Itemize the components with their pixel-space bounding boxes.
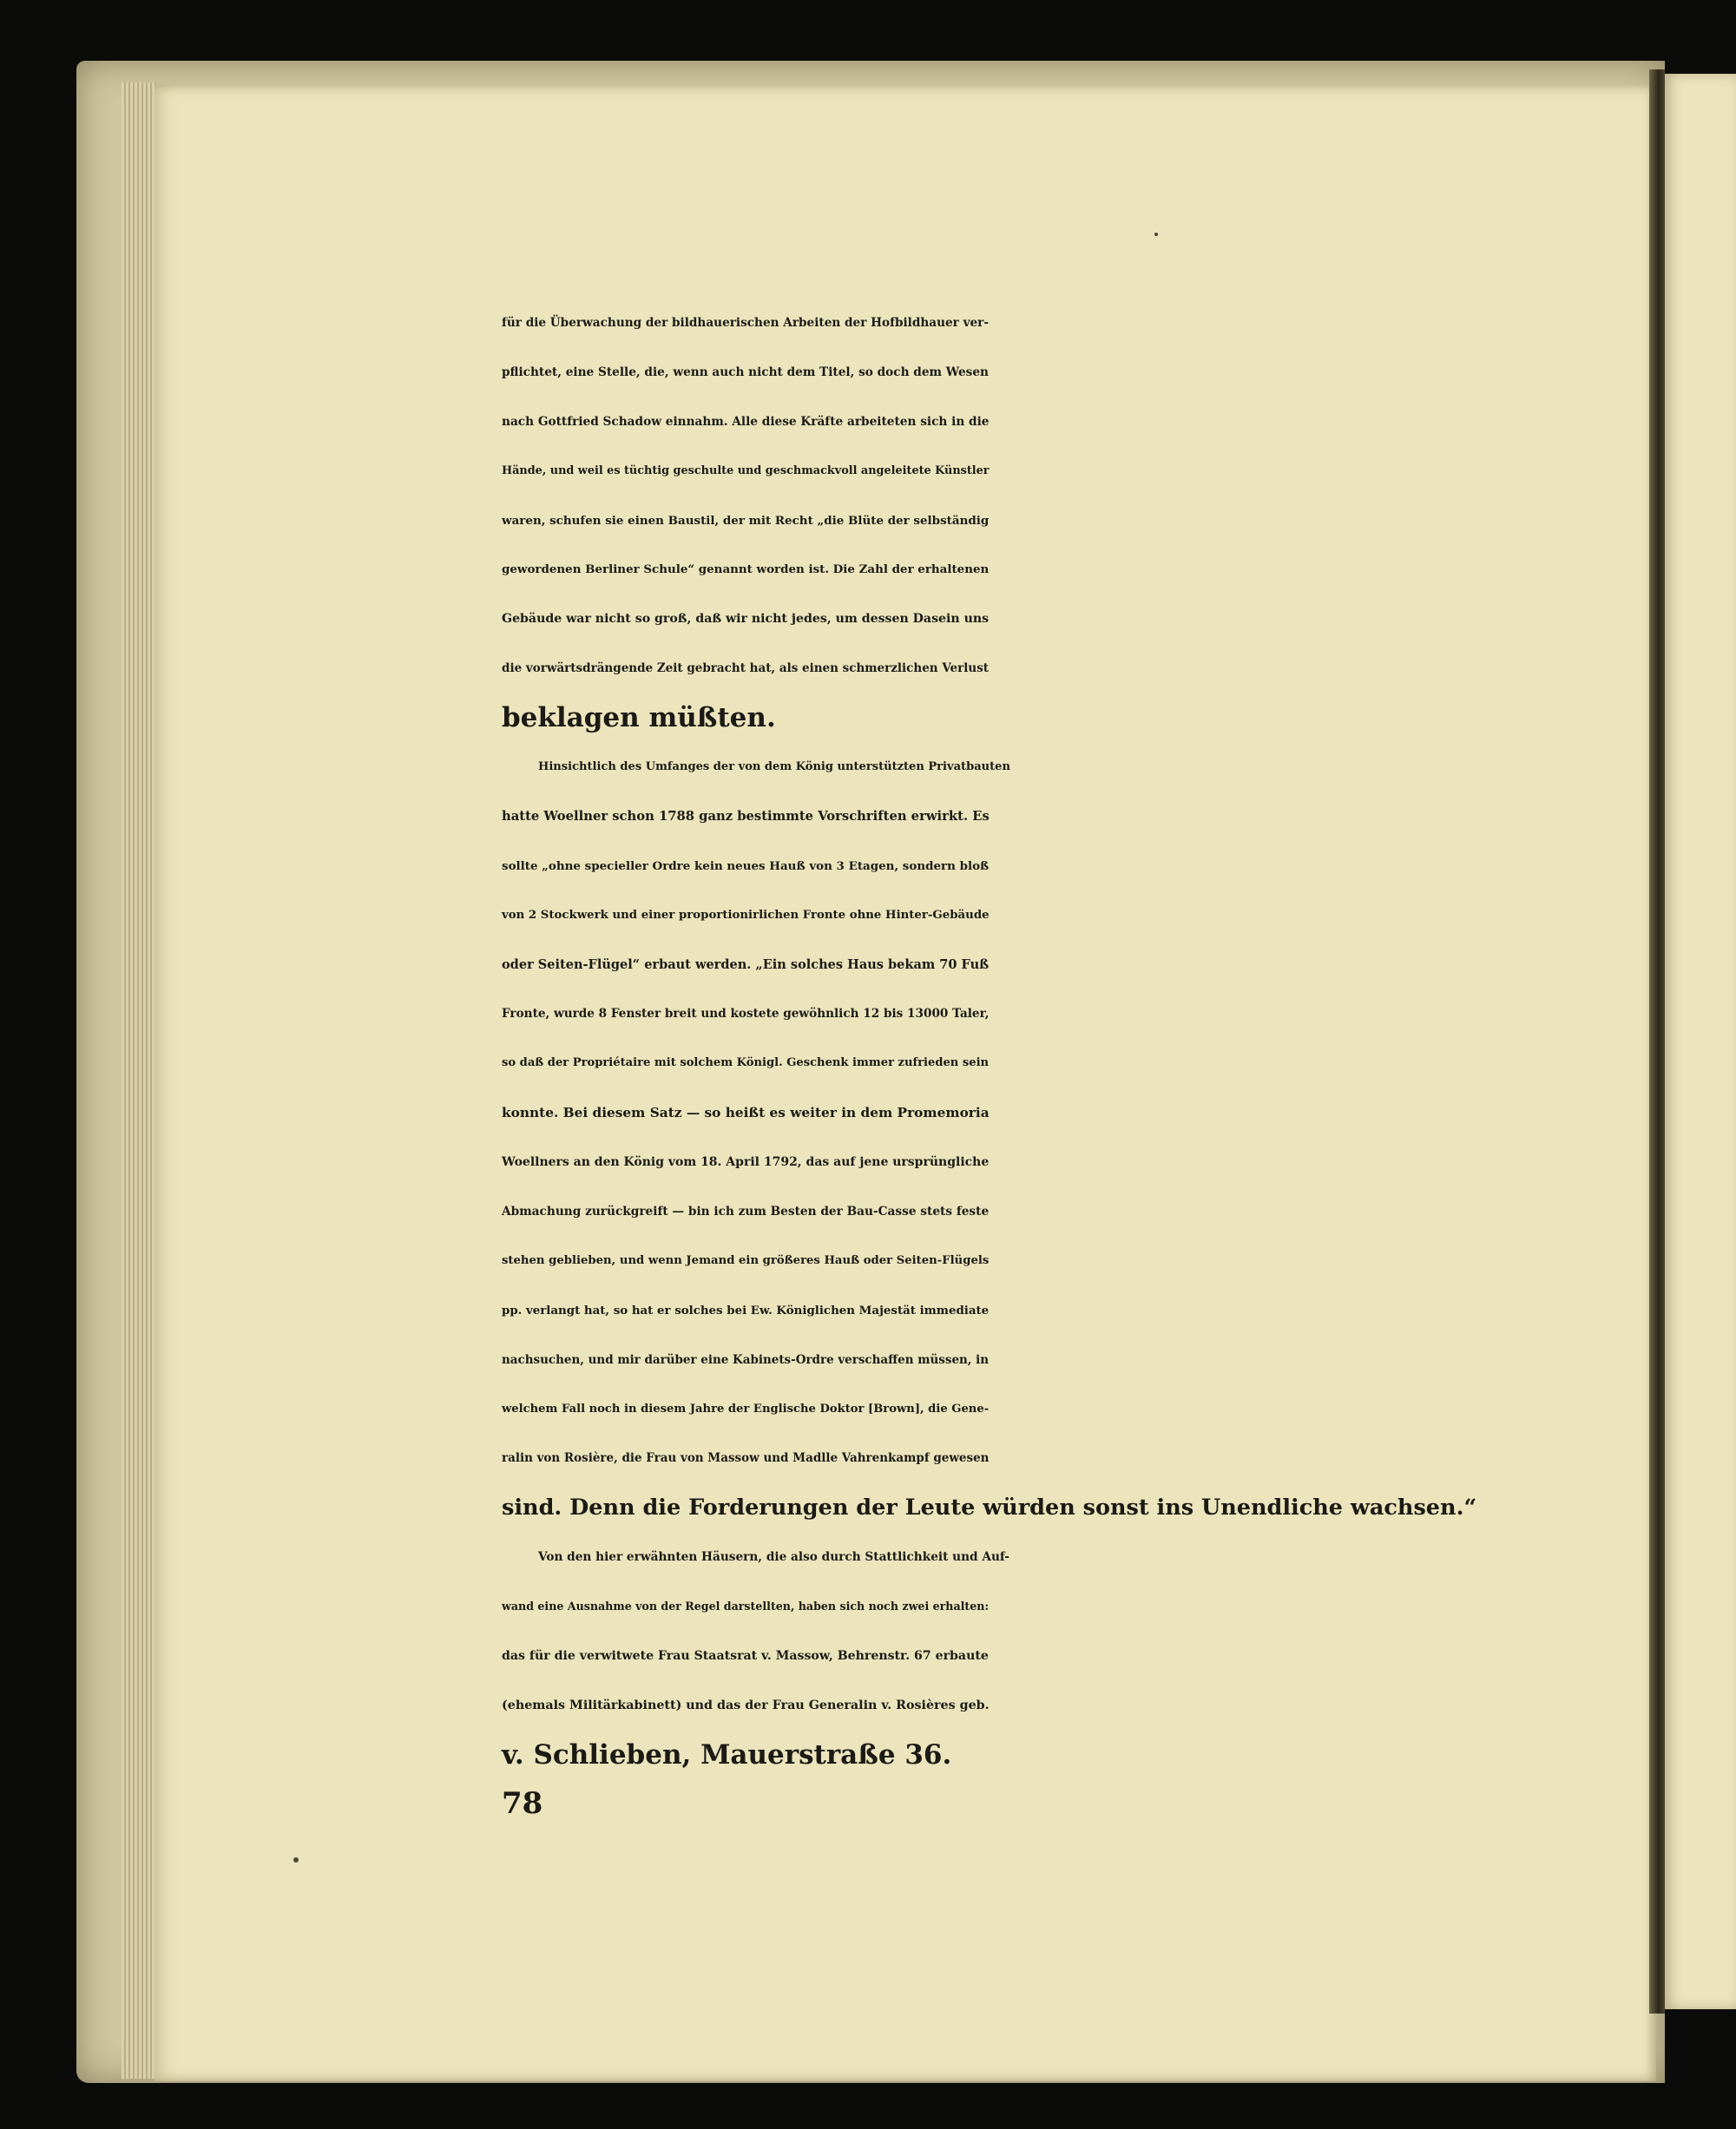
paragraph: [502, 299, 1487, 743]
text-line: nachsuchen, und mir darüber eine Kabinets-Ordre verschaffen müssen, in: [502, 1352, 990, 1367]
text-line: oder Seiten-Flügel“ erbaut werden. „Ein solches Haus bekam 70 Fuß: [502, 956, 990, 972]
text-line: für die Überwachung der bildhauerischen Arbeiten der Hofbildhauer ver-: [502, 316, 990, 330]
text-line: Abmachung zurückgreift — bin ich zum Besten der Bau-Casse stets feste: [502, 1205, 990, 1219]
text-line: Hinsichtlich des Umfanges der von dem König unterstützten Privatbauten: [538, 760, 1010, 774]
text-line: sollte „ohne specieller Ordre kein neues Hauß von 3 Etagen, sondern bloß: [502, 858, 990, 873]
text-line: Von den hier erwähnten Häusern, die also durch Stattlichkeit und Auf-: [538, 1550, 1009, 1565]
text-line: stehen geblieben, und wenn Jemand ein größeres Hauß oder Seiten-Flügels: [502, 1253, 990, 1267]
text-line: pflichtet, eine Stelle, die, wenn auch nicht dem Titel, so doch dem Wesen: [502, 365, 989, 379]
text-line: nach Gottfried Schadow einnahm. Alle diese Kräfte arbeiteten sich in die: [502, 414, 990, 429]
paragraph: [502, 1533, 1487, 1779]
text-line: (ehemals Militärkabinett) und das der Frau Generalin v. Rosières geb.: [502, 1698, 990, 1712]
text-line: die vorwärtsdrängende Zeit gebracht hat, als einen schmerzlichen Verlust: [502, 661, 990, 676]
text-line: so daß der Propriétaire mit solchem Königl. Geschenk immer zufrieden sein: [502, 1056, 990, 1070]
text-line: beklagen müßten.: [502, 702, 776, 734]
text-line: Gebäude war nicht so groß, daß wir nicht jedes, um dessen Dasein uns: [502, 612, 990, 627]
paragraph: [502, 743, 1487, 1533]
text-line: hatte Woellner schon 1788 ganz bestimmte Vorschriften erwirkt. Es: [502, 808, 990, 824]
paper-speck: [293, 1857, 299, 1863]
text-line: ralin von Rosière, die Frau von Massow und Madlle Vahrenkampf gewesen: [502, 1451, 990, 1466]
text-line: waren, schufen sie einen Baustil, der mit Recht „die Blüte der selbständig: [502, 513, 990, 528]
text-line: das für die verwitwete Frau Staatsrat v. Massow, Behrenstr. 67 erbaute: [502, 1649, 989, 1664]
text-line: Hände, und weil es tüchtig geschulte und geschmackvoll angeleitete Künstler: [502, 463, 990, 477]
book-gutter: [1649, 69, 1665, 2014]
text-line: Woellners an den König vom 18. April 1792, das auf jene ursprüngliche: [502, 1155, 990, 1170]
page-edges: [122, 82, 156, 2079]
body-text: [502, 299, 1487, 1780]
facing-page-edge: [1665, 74, 1736, 2009]
text-line: wand eine Ausnahme von der Regel darstellten, haben sich noch zwei erhalten:: [502, 1600, 990, 1613]
page-number: 78: [502, 1786, 543, 1821]
text-line: konnte. Bei diesem Satz — so heißt es weiter in dem Promemoria: [502, 1105, 990, 1121]
text-line: Fronte, wurde 8 Fenster breit und kostete gewöhnlich 12 bis 13000 Taler,: [502, 1007, 990, 1022]
text-line: pp. verlangt hat, so hat er solches bei Ew. Königlichen Majestät immediate: [502, 1303, 990, 1317]
text-line: gewordenen Berliner Schule“ genannt worden ist. Die Zahl der erhaltenen: [502, 562, 990, 577]
paper-speck: [1154, 233, 1158, 236]
text-line: welchem Fall noch in diesem Jahre der Englische Doktor [Brown], die Gene-: [502, 1402, 990, 1416]
text-line: v. Schlieben, Mauerstraße 36.: [502, 1738, 952, 1771]
text-line: von 2 Stockwerk und einer proportionirlichen Fronte ohne Hinter-Gebäude: [502, 908, 990, 922]
text-line: sind. Denn die Forderungen der Leute würden sonst ins Unendliche wachsen.“: [502, 1495, 1477, 1521]
